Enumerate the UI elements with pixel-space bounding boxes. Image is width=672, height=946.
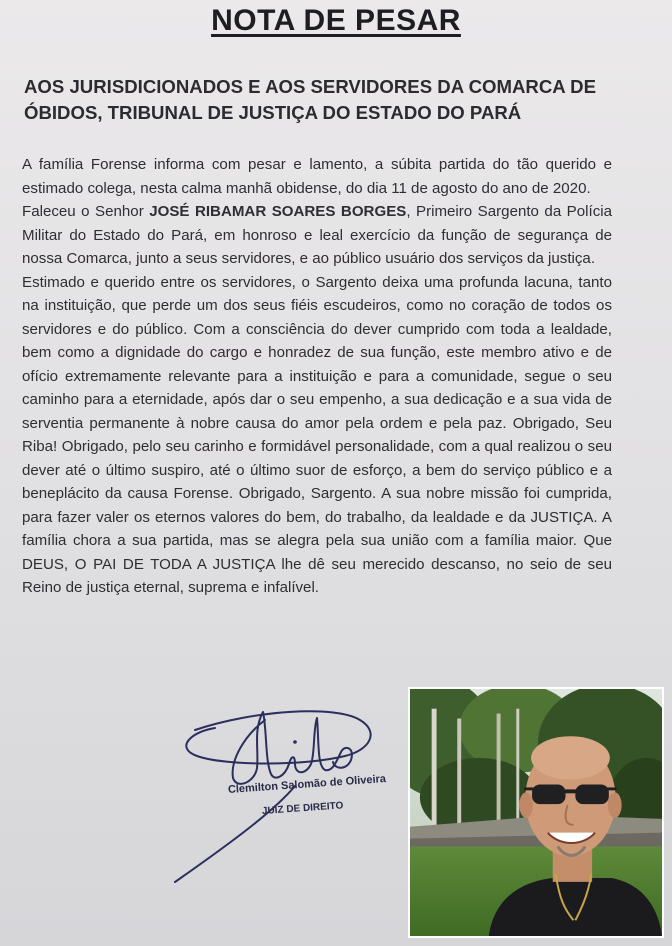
deceased-name: JOSÉ RIBAMAR SOARES BORGES xyxy=(149,203,407,220)
paragraph-announcement: A família Forense informa com pesar e lamento, a súbita partida do tão querido e estimado colega, nesta calma manhã obidense, do dia 11 de agosto do ano de 2020. xyxy=(22,156,612,197)
paragraph-tribute: Estimado e querido entre os servidores, o Sargento deixa uma profunda lacuna, tanto na instituição, que perde um dos seus fiéis escudeiros, como no coração de todos os servidores e do público. Com a consciência do dever cumprido com toda a lealdade, bem como a dignidade do cargo e honradez de sua função, este membro ativo e de ofício extremamente relevante para a instituição e para a comunidade, segue o seu caminho para a eternidade, após dar o seu empenho, a sua dedicação e a sua vida de serventia permanente à nobre causa do amor pela ordem e pela paz. Obrigado, Seu Riba! Obrigado, pelo seu carinho e formidável personalidade, com a qual realizou o seu dever até o último suspiro, até o último suor de esforço, a bem do serviço público e a beneplácito da causa Forense. Obrigado, Sargento. A sua nobre missão foi cumprida, para fazer valer os eternos valores do bem, do trabalho, da lealdade e da JUSTIÇA. A família chora a sua partida, mas se alegra pela sua união com a família maior. Que DEUS, O PAI DE TODA A JUSTIÇA lhe dê seu merecido descanso, no seio de seu Reino de justiça eternal, suprema e infalível. xyxy=(22,273,612,596)
portrait-photo xyxy=(408,687,664,938)
paragraph-deceased-suffix: , Primeiro Sargento da Polícia Militar do Estado do Pará, em honroso e leal exercício da função de segurança de nossa Comarca, junto a seus servidores, e ao público usuário dos serviços da justiça. xyxy=(22,203,612,267)
signatory-name: Clemilton Salomão de Oliveira xyxy=(227,772,387,796)
signatory-role: JUIZ DE DIREITO xyxy=(261,800,344,817)
document-subheading: AOS JURISDICIONADOS E AOS SERVIDORES DA COMARCA DE ÓBIDOS, TRIBUNAL DE JUSTIÇA DO ESTADO DO PARÁ xyxy=(24,76,597,123)
handwritten-signature xyxy=(145,690,405,900)
paragraph-deceased-prefix: Faleceu o Senhor xyxy=(22,203,150,220)
paragraph-deceased xyxy=(22,200,612,271)
document-title-text: NOTA DE PESAR xyxy=(211,4,461,37)
document-title xyxy=(0,4,672,38)
document-body xyxy=(22,153,612,600)
